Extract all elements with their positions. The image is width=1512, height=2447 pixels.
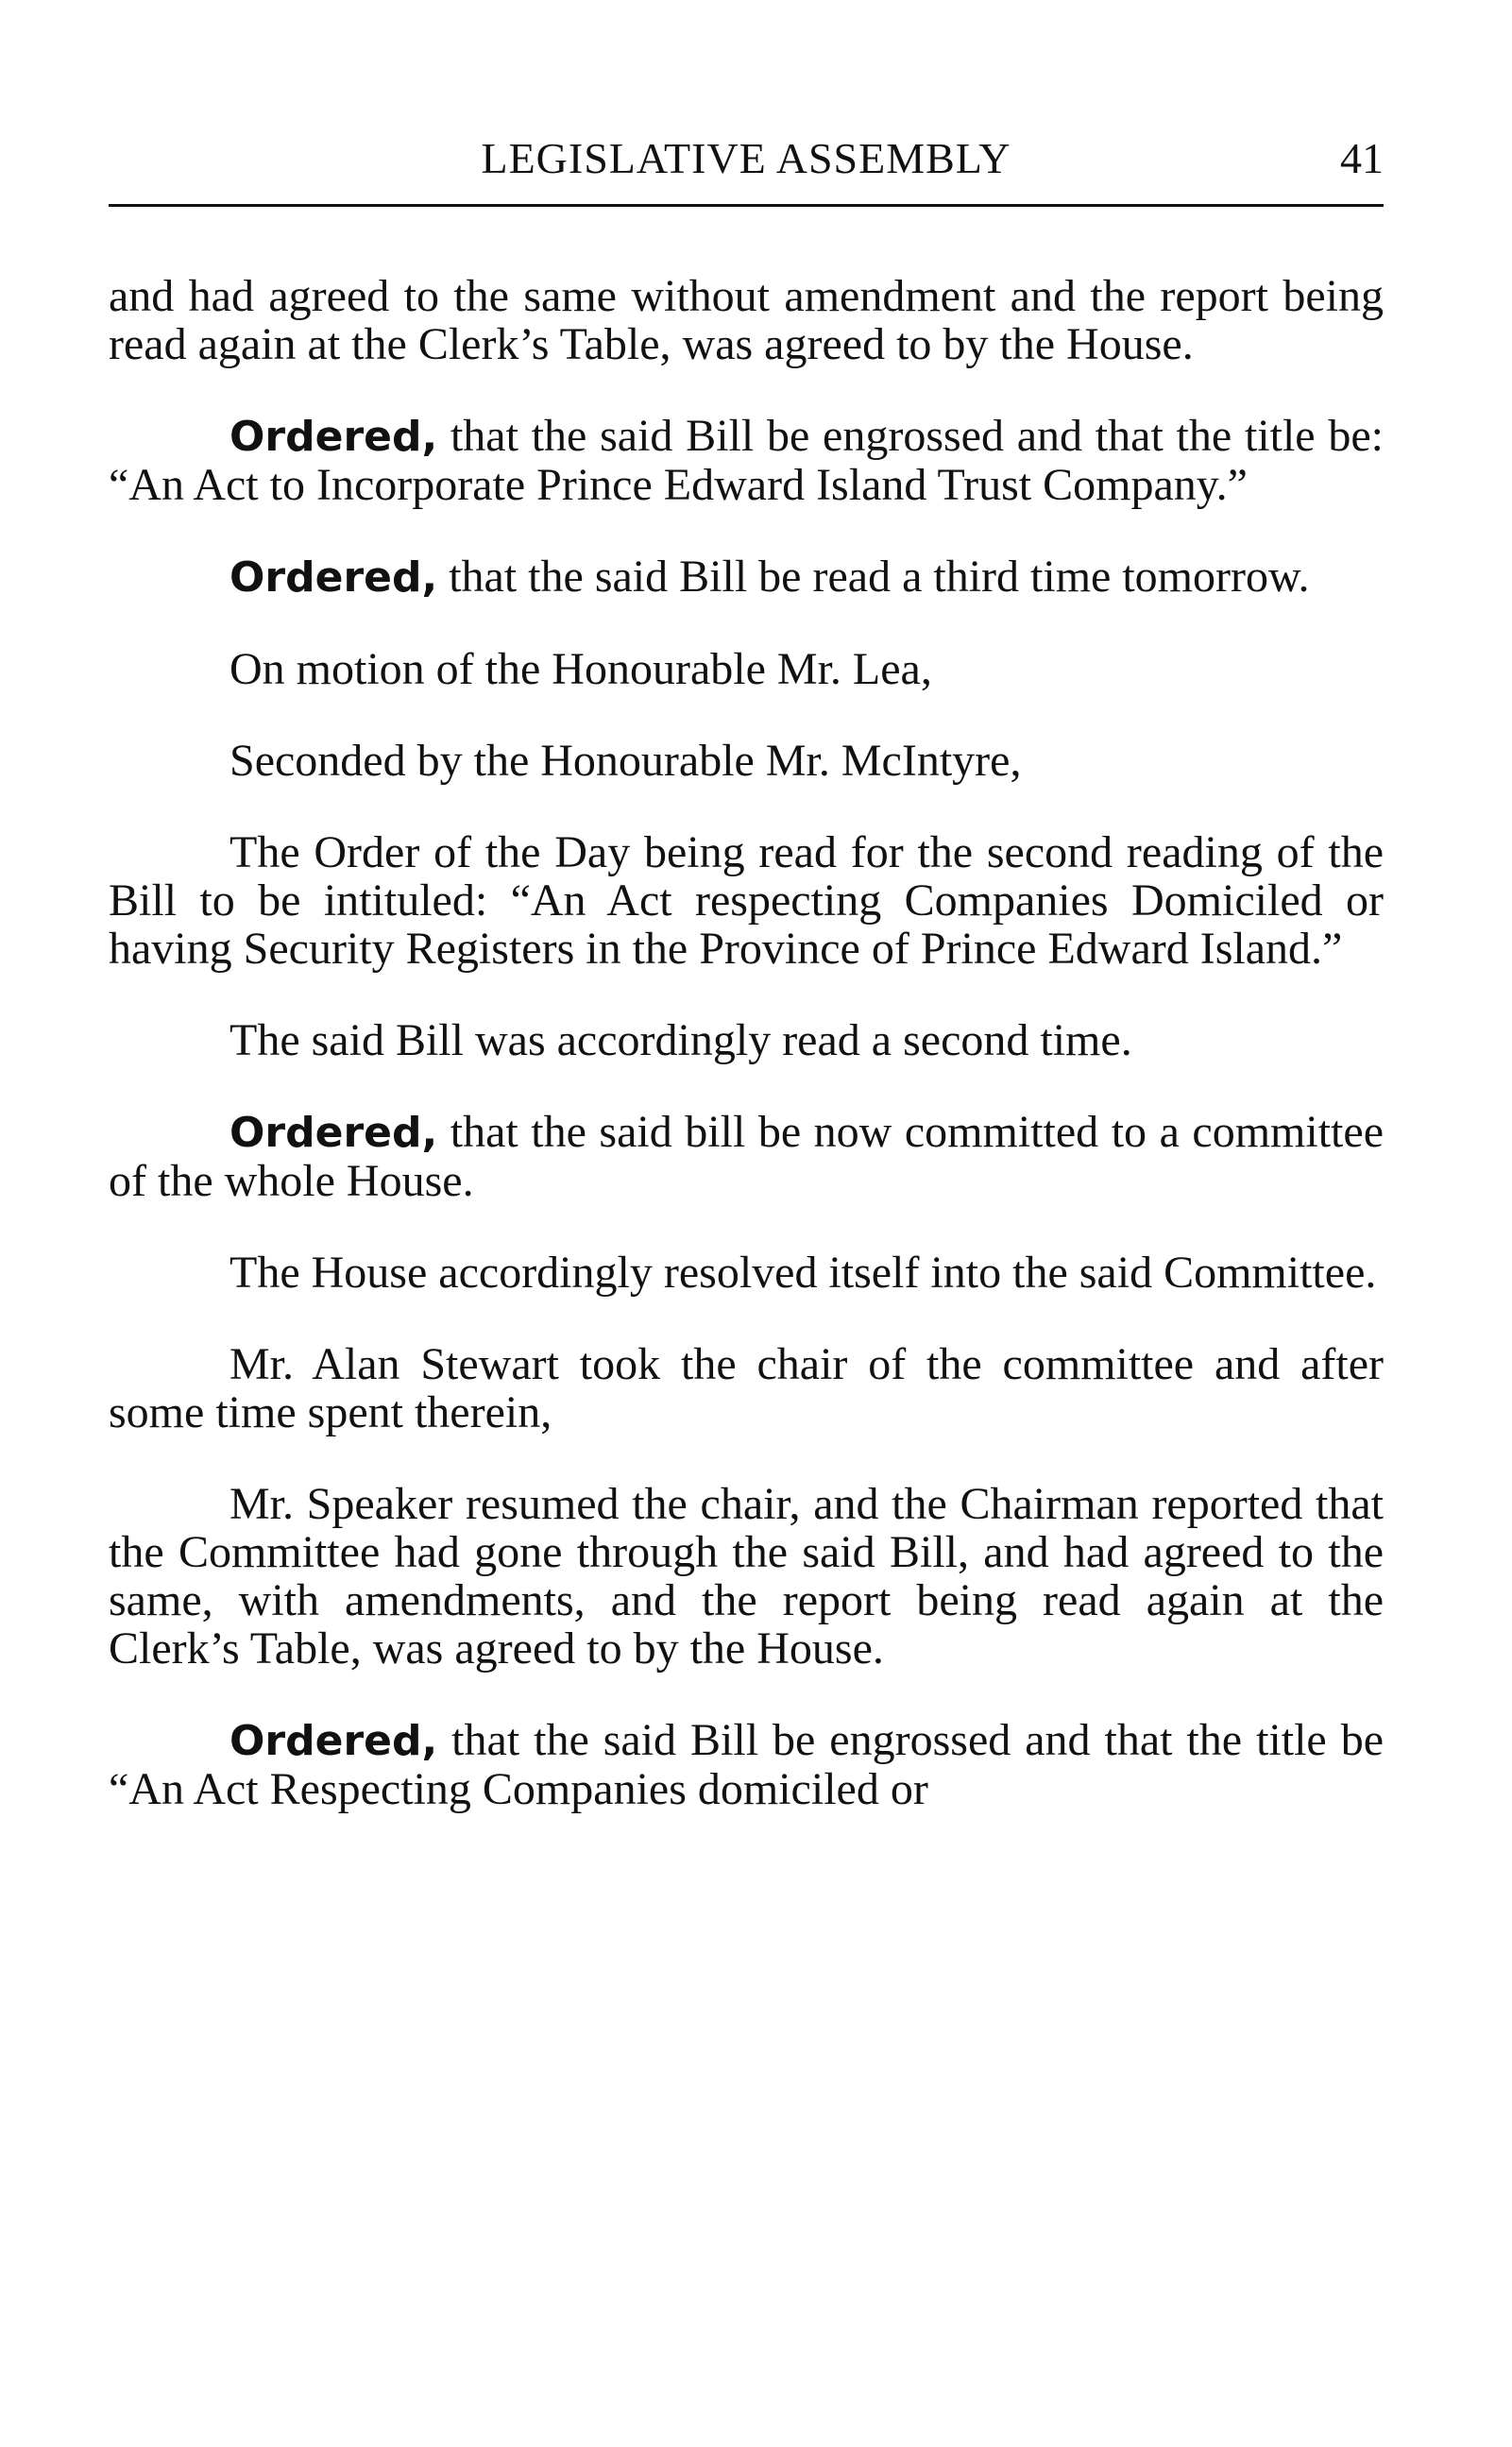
header-rule xyxy=(109,204,1384,207)
ordered-lead: Ordered, xyxy=(229,1109,438,1157)
ordered-lead: Ordered, xyxy=(229,413,438,461)
ordered-paragraph xyxy=(109,1108,1384,1205)
paragraph-text: The Order of the Day being read for the second reading of the Bill to be intituled: “An Act respecting Companies Domiciled or having Security Registers in the Province of Prince Edward Island.” xyxy=(109,827,1384,974)
paragraph-text: Mr. Speaker resumed the chair, and the Chairman reported that the Committee had gone through the said Bill, and had agreed to the same, with amendments, and the report being read again at the Clerk’s Table, was agreed to by the House. xyxy=(109,1479,1384,1674)
paragraph xyxy=(109,1249,1384,1297)
paragraph-text: The House accordingly resolved itself into the said Committee. xyxy=(229,1248,1377,1298)
ordered-paragraph xyxy=(109,1716,1384,1813)
paragraph xyxy=(109,828,1384,973)
paragraph xyxy=(109,1340,1384,1436)
paragraph-text: that the said bill be now committed to a committee of the whole House. xyxy=(109,1107,1384,1206)
seconded-line xyxy=(109,737,1384,785)
paragraph-text: that the said Bill be engrossed and that the title be “An Act Respecting Companies domiciled or xyxy=(109,1715,1384,1814)
running-header xyxy=(109,130,1384,187)
page-number: 41 xyxy=(1340,134,1384,182)
paragraph-text: that the said Bill be read a third time tomorrow. xyxy=(437,552,1310,602)
body-text xyxy=(109,272,1384,1857)
paragraph xyxy=(109,1016,1384,1064)
paragraph xyxy=(109,1480,1384,1673)
paragraph xyxy=(109,272,1384,368)
motion-line xyxy=(109,645,1384,693)
paragraph-text: On motion of the Honourable Mr. Lea, xyxy=(229,644,932,694)
paragraph-text: and had agreed to the same without amendment and the report being read again at the Clerk’s Table, was agreed to by the House. xyxy=(109,271,1384,369)
paragraph-text: that the said Bill be engrossed and that the title be: “An Act to Incorporate Prince Edward Island Trust Company.” xyxy=(109,411,1384,510)
ordered-lead: Ordered, xyxy=(229,1717,438,1765)
paragraph-text: Mr. Alan Stewart took the chair of the committee and after some time spent therein, xyxy=(109,1339,1384,1437)
paragraph-text: Seconded by the Honourable Mr. McIntyre, xyxy=(229,736,1022,786)
ordered-lead: Ordered, xyxy=(229,553,438,602)
ordered-paragraph xyxy=(109,412,1384,509)
running-title: LEGISLATIVE ASSEMBLY xyxy=(481,134,1011,182)
paragraph-text: The said Bill was accordingly read a second time. xyxy=(229,1015,1132,1065)
ordered-paragraph xyxy=(109,552,1384,602)
